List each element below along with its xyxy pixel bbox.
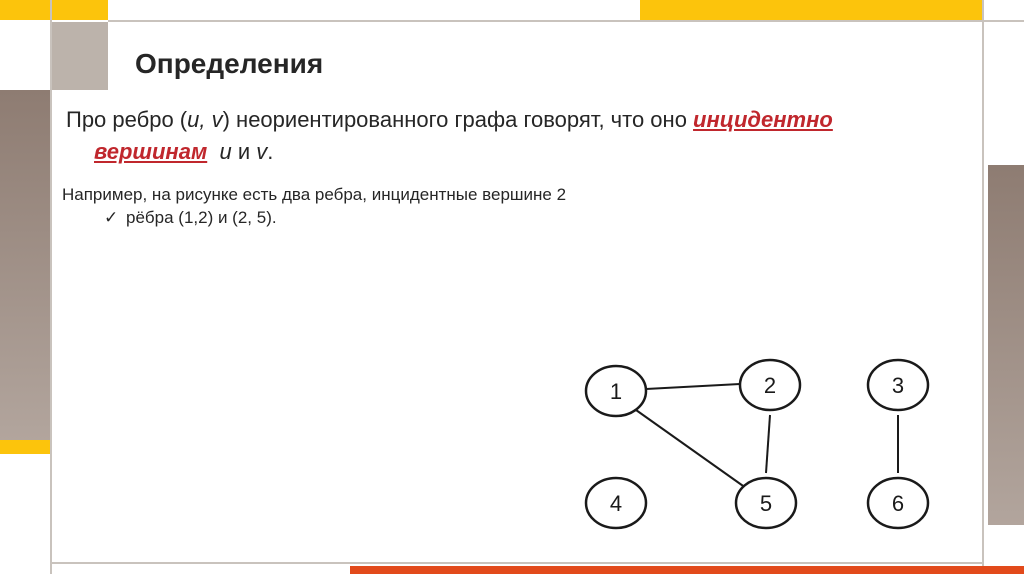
definition-text-2: ) неориентированного графа говорят, что оно <box>222 107 694 132</box>
definition-text-1: Про ребро ( <box>66 107 188 132</box>
definition-edge-vars: u, v <box>187 107 223 132</box>
vertex-v: v <box>256 139 268 164</box>
left-accent-bar <box>0 440 50 454</box>
node-1-label: 1 <box>609 379 623 404</box>
edge-1-2 <box>646 384 740 389</box>
example-text: Например, на рисунке есть два ребра, инцидентные вершине 2 <box>62 185 567 204</box>
slide-title: Определения <box>135 48 324 79</box>
node-5-label: 5 <box>759 491 773 516</box>
definition-line-2 <box>66 136 976 168</box>
left-frame-line <box>50 0 52 574</box>
top-left-tan-block <box>52 22 108 90</box>
checkmark-icon: ✓ <box>104 208 119 227</box>
top-right-accent-bar <box>640 0 982 20</box>
top-left-accent-bar <box>0 0 108 20</box>
definition-and: и <box>231 139 257 164</box>
definition-end: . <box>267 139 274 164</box>
definition-paragraph <box>66 104 976 168</box>
graph-diagram <box>570 355 950 535</box>
right-brown-block <box>988 165 1024 525</box>
example-bullet <box>104 207 277 229</box>
node-6-label: 6 <box>891 491 905 516</box>
top-divider-line <box>108 20 988 22</box>
term-vertices: вершинам <box>94 139 208 164</box>
term-incident: инцидентно <box>693 107 833 132</box>
left-brown-block <box>0 90 50 440</box>
node-4-label: 4 <box>609 491 623 516</box>
right-frame-line <box>982 0 984 574</box>
bottom-accent-bar <box>350 566 1024 574</box>
edge-2-5 <box>766 415 770 473</box>
right-top-divider <box>984 20 1024 22</box>
node-2-label: 2 <box>763 373 777 398</box>
bullet-text: рёбра (1,2) и (2, 5). <box>126 208 277 227</box>
node-3-label: 3 <box>891 373 905 398</box>
edge-1-5 <box>636 410 746 488</box>
bottom-divider-line <box>52 562 982 564</box>
vertex-u: u <box>219 139 232 164</box>
